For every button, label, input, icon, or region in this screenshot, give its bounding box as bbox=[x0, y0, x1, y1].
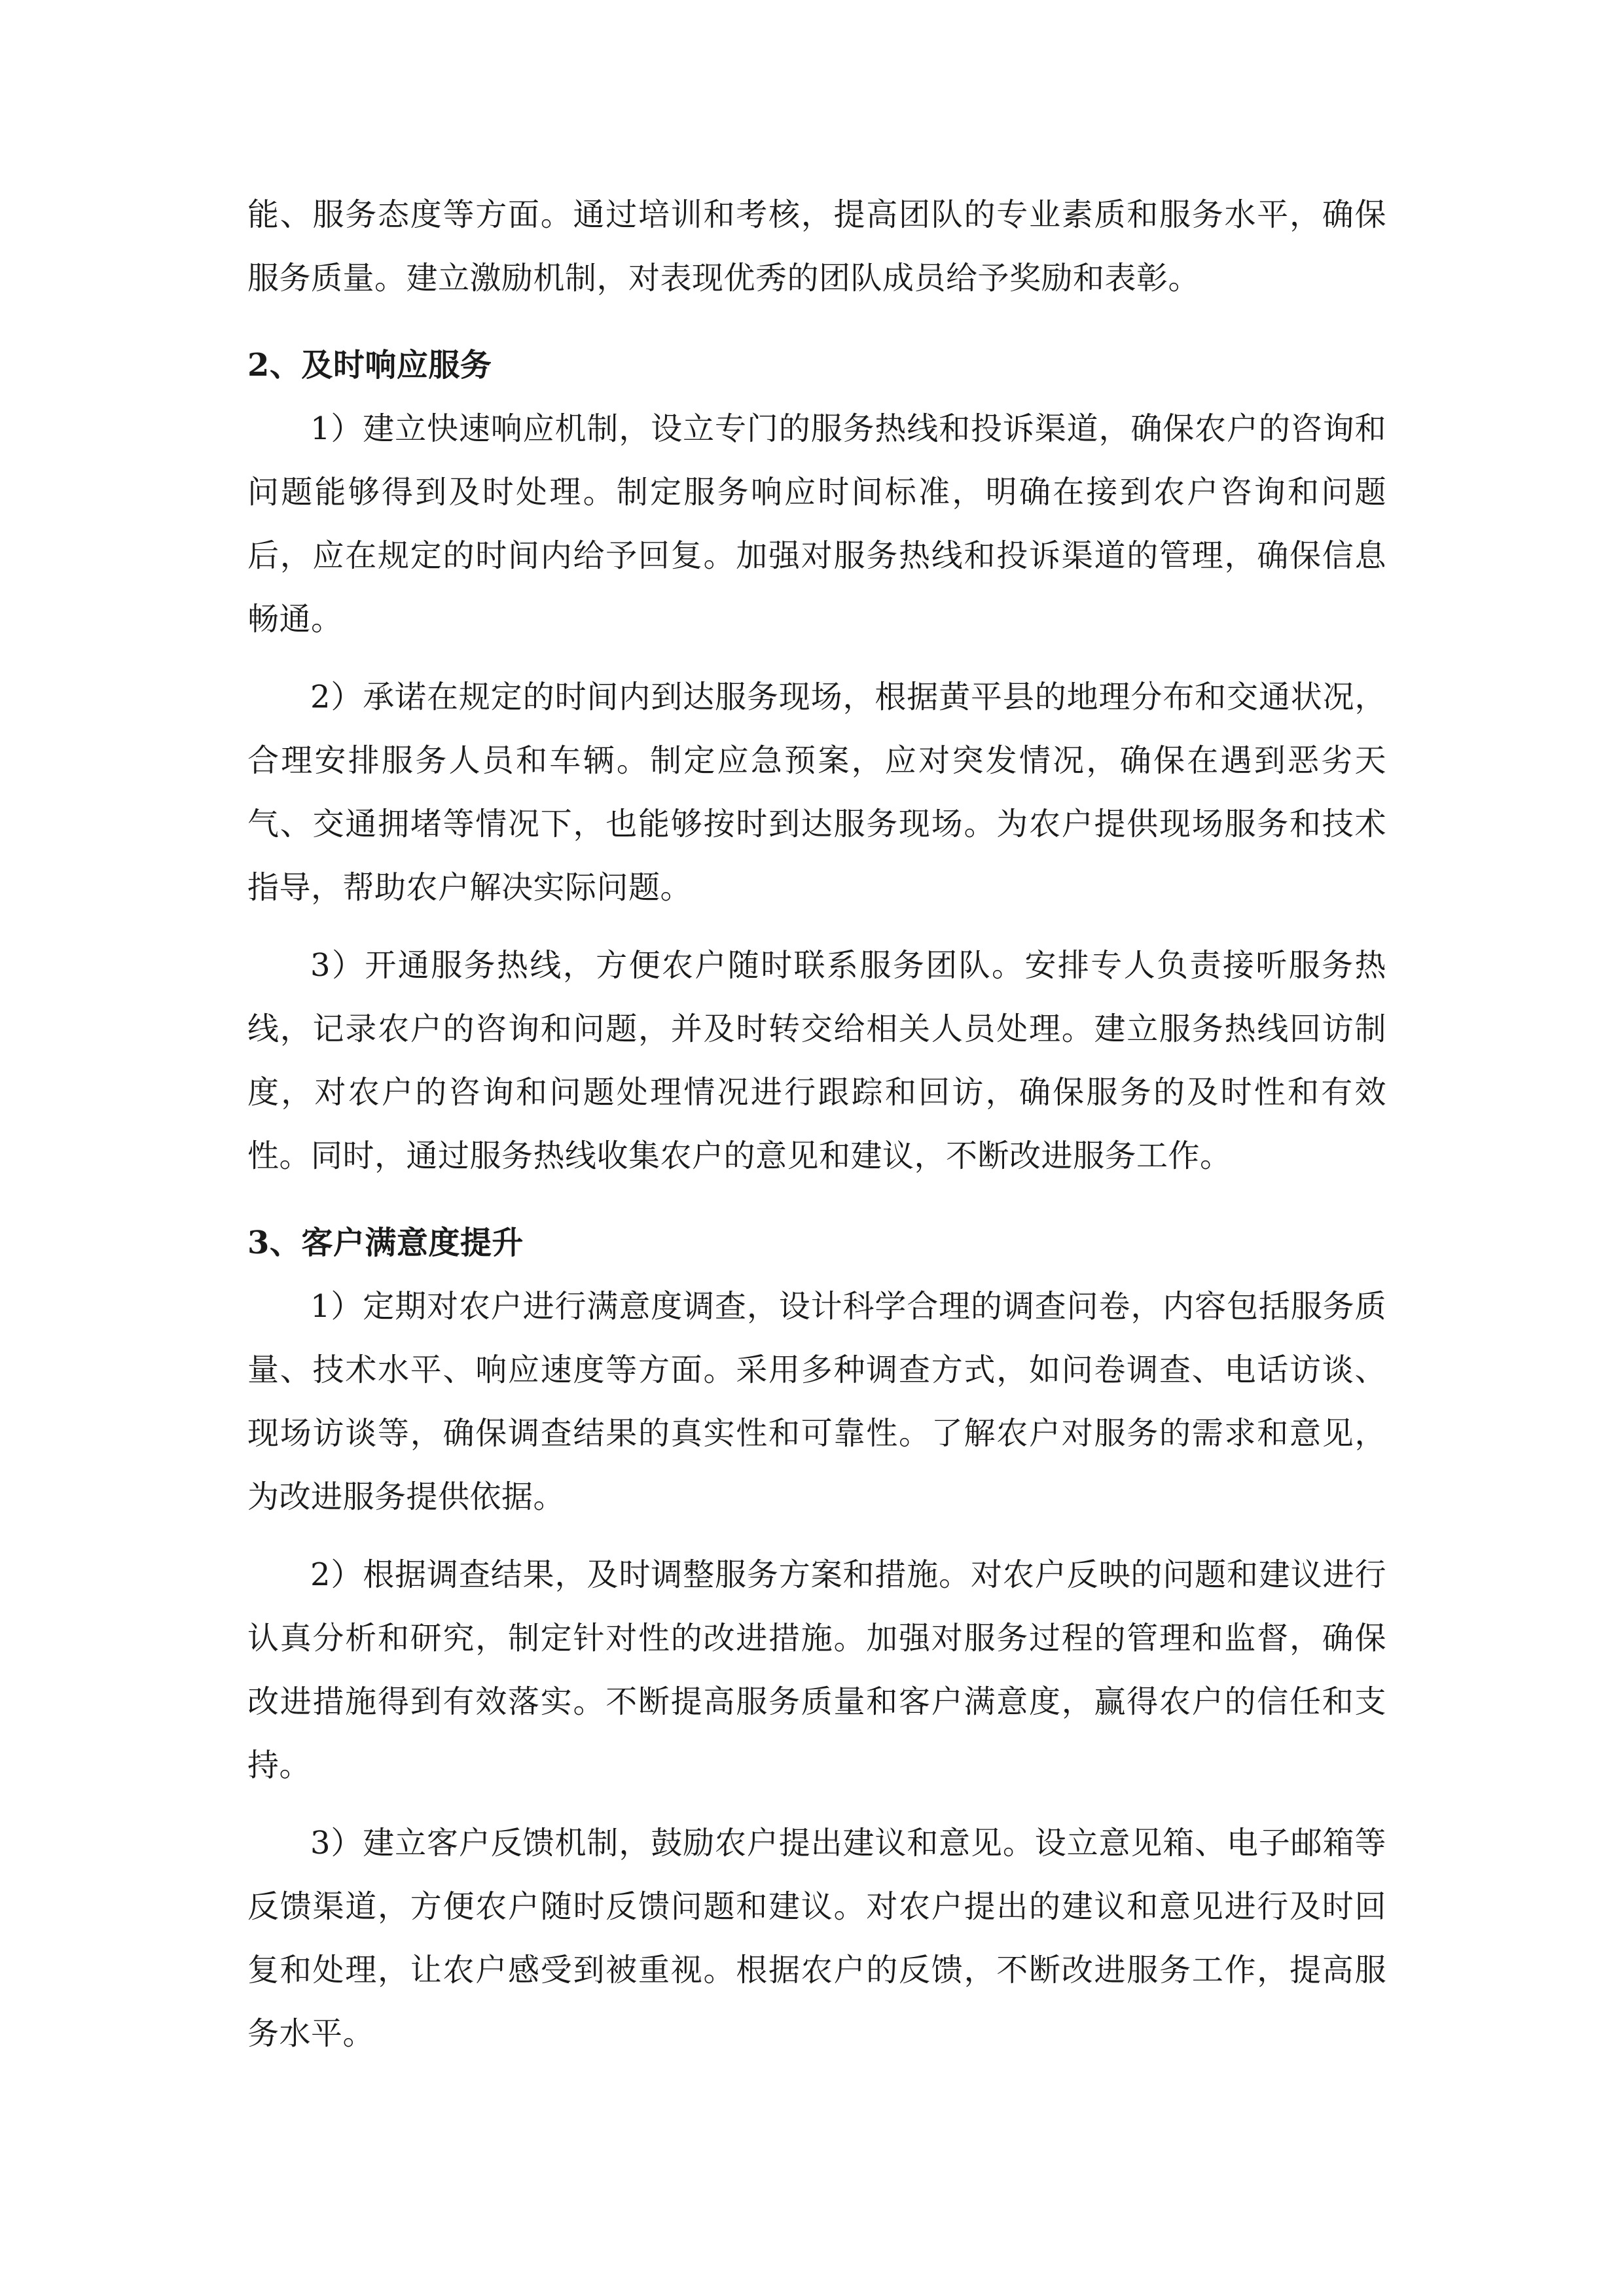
section-heading-satisfaction: 3、客户满意度提升 bbox=[247, 1225, 524, 1261]
paragraph-response-1: 1）建立快速响应机制，设立专门的服务热线和投诉渠道，确保农户的咨询和问题能够得到及时处理。制定服务响应时间标准，明确在接到农户咨询和问题后，应在规定的时间内给予回复。加强对服务热线和投诉渠道的管理，确保信息畅通。 bbox=[247, 410, 1386, 637]
paragraph-satisfaction-3: 3）建立客户反馈机制，鼓励农户提出建议和意见。设立意见箱、电子邮箱等反馈渠道，方便农户随时反馈问题和建议。对农户提出的建议和意见进行及时回复和处理，让农户感受到被重视。根据农户的反馈，不断改进服务工作，提高服务水平。 bbox=[247, 1825, 1386, 2052]
section-heading-response: 2、及时响应服务 bbox=[247, 347, 492, 384]
document-page bbox=[247, 183, 1386, 2066]
paragraph-satisfaction-1: 1）定期对农户进行满意度调查，设计科学合理的调查问卷，内容包括服务质量、技术水平、响应速度等方面。采用多种调查方式，如问卷调查、电话访谈、现场访谈等，确保调查结果的真实性和可靠性。了解农户对服务的需求和意见，为改进服务提供依据。 bbox=[247, 1288, 1386, 1515]
paragraph-response-3: 3）开通服务热线，方便农户随时联系服务团队。安排专人负责接听服务热线，记录农户的咨询和问题，并及时转交给相关人员处理。建立服务热线回访制度，对农户的咨询和问题处理情况进行跟踪和回访，确保服务的及时性和有效性。同时，通过服务热线收集农户的意见和建议，不断改进服务工作。 bbox=[247, 947, 1386, 1174]
paragraph-satisfaction-2: 2）根据调查结果，及时调整服务方案和措施。对农户反映的问题和建议进行认真分析和研究，制定针对性的改进措施。加强对服务过程的管理和监督，确保改进措施得到有效落实。不断提高服务质量和客户满意度，赢得农户的信任和支持。 bbox=[247, 1556, 1386, 1784]
paragraph-response-2: 2）承诺在规定的时间内到达服务现场，根据黄平县的地理分布和交通状况，合理安排服务人员和车辆。制定应急预案，应对突发情况，确保在遇到恶劣天气、交通拥堵等情况下，也能够按时到达服务现场。为农户提供现场服务和技术指导，帮助农户解决实际问题。 bbox=[247, 679, 1386, 906]
opening-paragraph: 能、服务态度等方面。通过培训和考核，提高团队的专业素质和服务水平，确保服务质量。建立激励机制，对表现优秀的团队成员给予奖励和表彰。 bbox=[247, 196, 1386, 296]
